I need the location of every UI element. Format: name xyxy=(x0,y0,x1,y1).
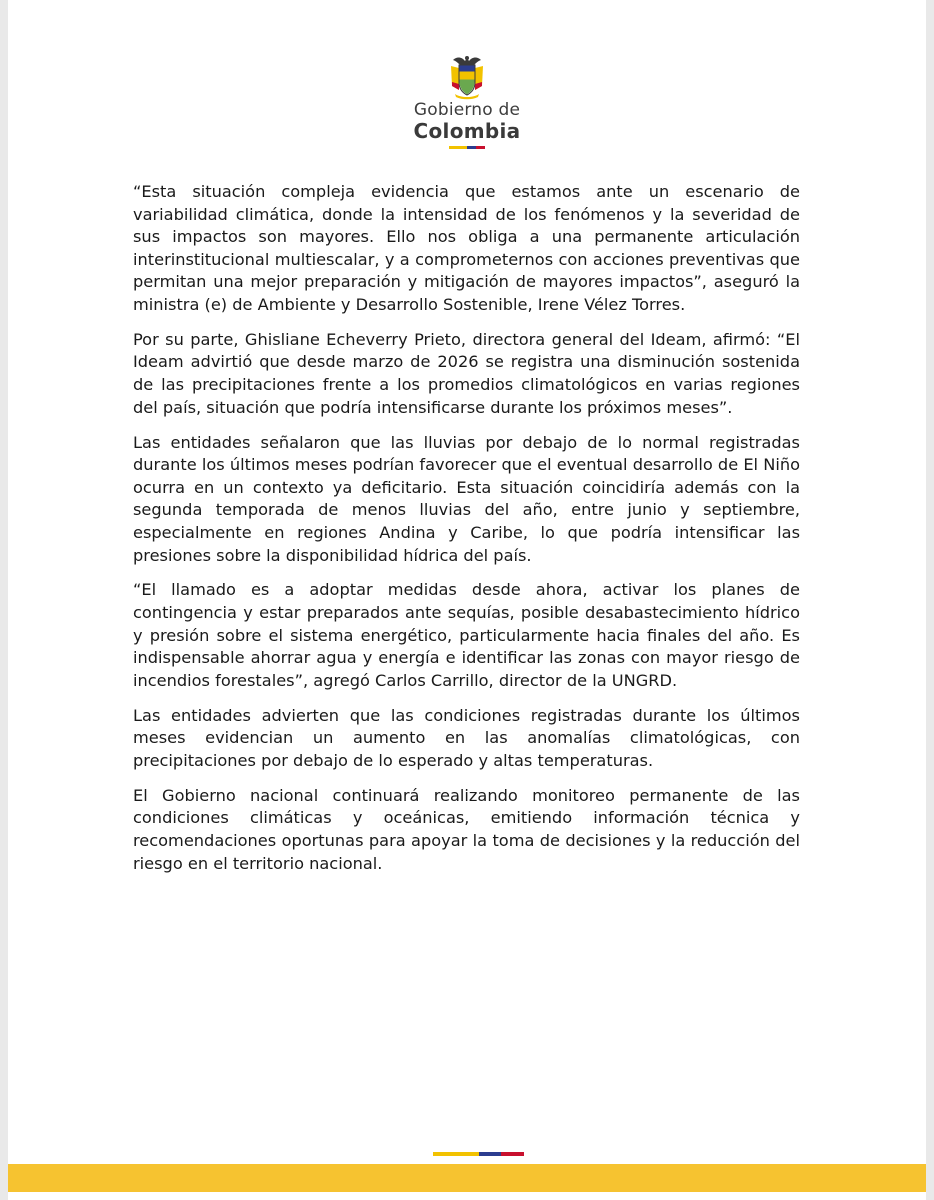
paragraph: Las entidades advierten que las condiciones registradas durante los últimos meses evidencian un aumento en las anomalías climatológicas, con precipitaciones por debajo de lo esperado y altas temperaturas. xyxy=(133,705,800,770)
paragraph: “Esta situación compleja evidencia que estamos ante un escenario de variabilidad climática, donde la intensidad de los fenómenos y la severidad de sus impactos son mayores. Ello nos obliga a una permanente articulación interinstitucional multiescalar, y a comprometernos con acciones preventivas que permitan una mejor preparación y mitigación de mayores impactos”, aseguró la ministra (e) de Ambiente y Desarrollo Sostenible, Irene Vélez Torres. xyxy=(133,182,800,314)
paragraph: El Gobierno nacional continuará realizando monitoreo permanente de las condiciones climáticas y oceánicas, emitiendo información técnica y recomendaciones oportunas para apoyar la toma de decisiones y la reducción del riesgo en el territorio nacional. xyxy=(133,785,800,873)
footer-bar xyxy=(8,1164,926,1192)
paragraph: Por su parte, Ghisliane Echeverry Prieto, directora general del Ideam, afirmó: “El Ideam advirtió que desde marzo de 2026 se registra una disminución sostenida de las precipitaciones frente a los promedios climatológicos en varias regiones del país, situación que podría intensificarse durante los próximos meses”. xyxy=(133,329,800,417)
paragraph: “El llamado es a adoptar medidas desde ahora, activar los planes de contingencia y estar preparados ante sequías, posible desabastecimiento hídrico y presión sobre el sistema energético, particularmente hacia finales del año. Es indispensable ahorrar agua y energía e identificar las zonas con mayor riesgo de incendios forestales”, agregó Carlos Carrillo, director de la UNGRD. xyxy=(133,580,800,690)
paragraph: Las entidades señalaron que las lluvias por debajo de lo normal registradas durante los últimos meses podrían favorecer que el eventual desarrollo de El Niño ocurra en un contexto ya deficitario. Esta situación coincidiría además con la segunda temporada de menos lluvias del año, entre junio y septiembre, especialmente en regiones Andina y Caribe, lo que podría intensificar las presiones sobre la disponibilidad hídrica del país. xyxy=(133,432,800,565)
colombia-coat-of-arms-icon xyxy=(447,52,487,100)
logo-flag-stripe xyxy=(449,146,485,149)
document-page xyxy=(8,0,926,1200)
logo-text-line1: Gobierno de xyxy=(413,100,521,120)
footer-flag-stripe xyxy=(433,1152,524,1156)
government-logo xyxy=(8,52,926,149)
document-body xyxy=(133,181,800,887)
logo-text-line2: Colombia xyxy=(413,119,521,143)
